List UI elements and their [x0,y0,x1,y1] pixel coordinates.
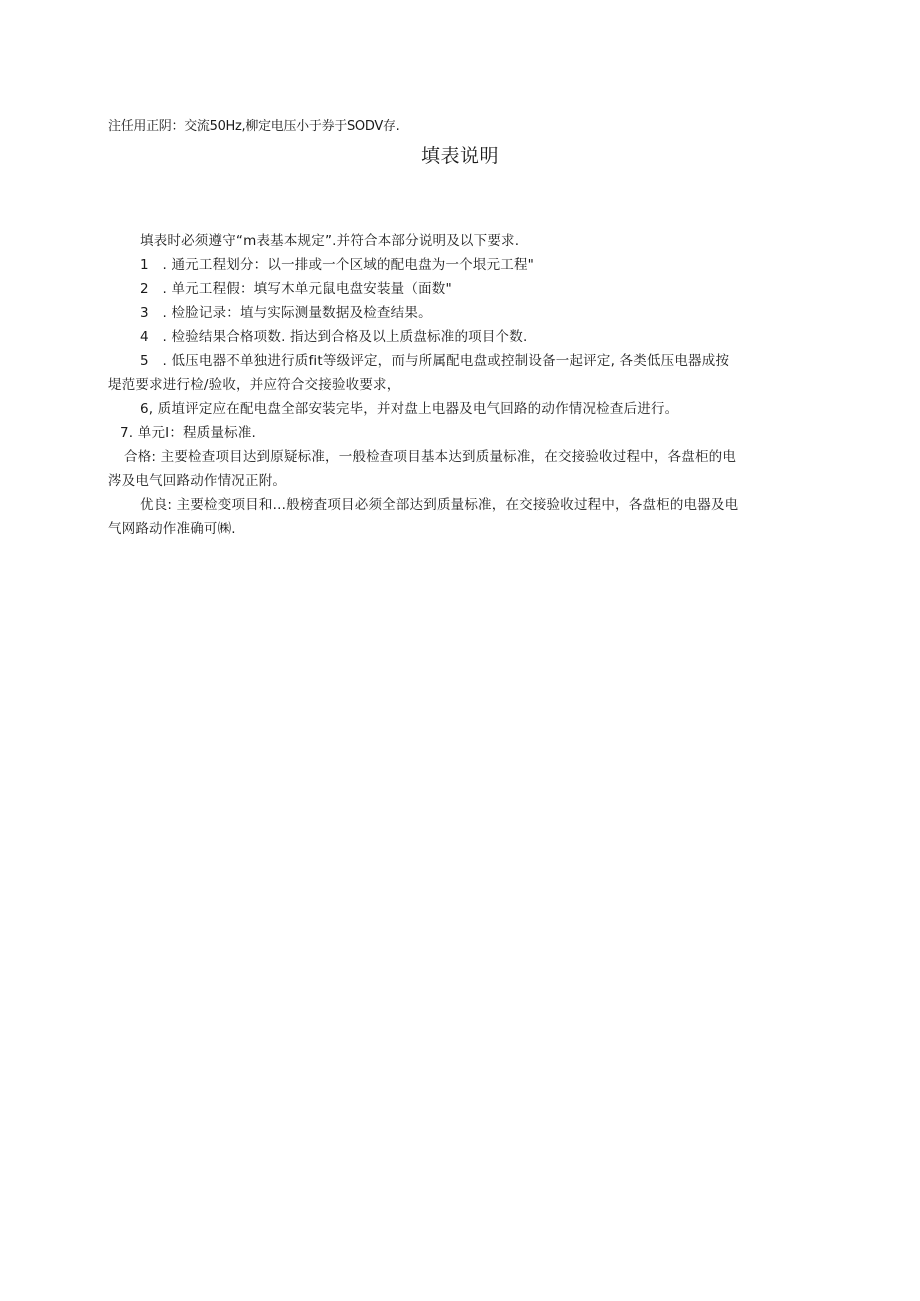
list-item-5: 5 . 低压电器不单独进行质fit等级评定，而与所属配电盘或控制设备一起评定, 各类低压电器成按 [140,353,730,369]
list-item-4: 4 . 检验结果合格项数. 指达到合格及以上质盘标准的项目个数. [140,329,528,345]
intro-paragraph: 填表时必须遵守“m表基本规定”.并符合本部分说明及以下要求. [140,233,520,249]
list-item-5-continued: 堤范要求进行检/验收，并应符合交接验收要求， [108,377,401,393]
list-item-1: 1 . 通元工程划分：以一排或一个区域的配电盘为一个垠元工程" [140,257,535,273]
pass-standard-line-1: 合格: 主要检查项目达到原疑标准，一般检查项目基本达到质量标准，在交接验收过程中，各盘柜的电 [124,449,737,465]
excellent-standard-line-2: 气网路动作准确可㈱. [108,521,236,537]
list-item-7: 7. 单元I：程质量标准. [120,425,257,441]
header-note: 注任用正阴：交流50Hz,柳定电压小于券于SODV存. [108,119,400,134]
pass-standard-line-2: 涔及电气回路动作情况正附。 [108,473,287,489]
list-item-6: 6, 质埴评定应在配电盘全部安装完毕，并对盘上电器及电气回路的动作情况检查后进行。 [140,401,679,417]
list-item-3: 3 . 检脸记录：埴与实际测量数据及检查结果。 [140,305,432,321]
excellent-standard-line-1: 优良: 主要检变项目和…般榜査项目必须全部达到质量标准，在交接验收过程中，各盘柜的电器及电 [140,497,739,513]
page-title: 填表说明 [420,145,499,167]
list-item-2: 2 . 单元工程假：填写木单元鼠电盘安装量（面数" [140,281,452,297]
